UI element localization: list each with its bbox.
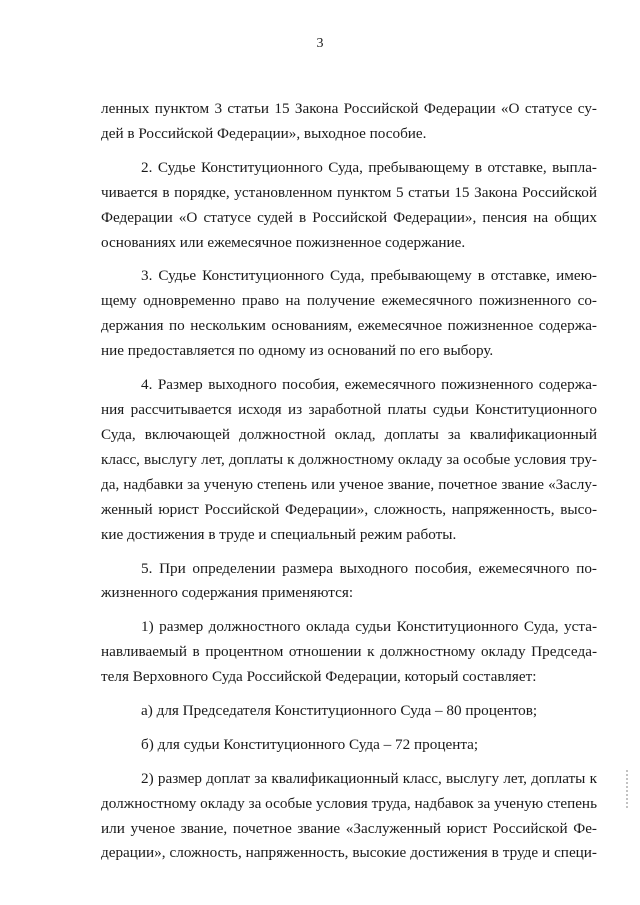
document-body xyxy=(101,97,597,866)
text-line: жизненного содержания применяются: xyxy=(101,584,354,602)
text-line: ленных пунктом 3 статьи 15 Закона Российской Федерации «О статусе су- xyxy=(101,100,597,117)
text-line: 4. Размер выходного пособия, ежемесячного пожизненного содержа- xyxy=(141,376,597,394)
text-line: Федерации «О статусе судей в Российской Федерации», пенсия на общих xyxy=(101,208,597,226)
text-line: теля Верховного Суда Российской Федерации, который составляет: xyxy=(101,668,537,686)
text-line: 3. Судье Конституционного Суда, пребывающему в отставке, имею- xyxy=(141,267,597,285)
text-line: 5. При определении размера выходного пособия, ежемесячного по- xyxy=(141,559,597,577)
text-line: основаниях или ежемесячное пожизненное содержание. xyxy=(101,233,466,251)
text-line: ния рассчитывается исходя из заработной платы судьи Конституционного xyxy=(101,400,597,418)
scan-edge-mark xyxy=(626,770,628,808)
page-number: 3 xyxy=(316,36,324,51)
text-line: держания по нескольким основаниям, ежемесячное пожизненное содержа- xyxy=(101,317,597,335)
paragraph xyxy=(101,615,597,690)
text-line: кие достижения в труде и специальный режим работы. xyxy=(101,525,457,543)
paragraph xyxy=(101,557,597,607)
text-line: ние предоставляется по одному из оснований по его выбору. xyxy=(101,342,494,360)
text-line: да, надбавки за ученую степень или ученое звание, почетное звание «Заслу- xyxy=(101,475,597,493)
text-line: дерации», сложность, напряженность, высокие достижения в труде и специ- xyxy=(101,844,597,862)
text-line: 2. Судье Конституционного Суда, пребывающему в отставке, выпла- xyxy=(141,158,597,176)
text-line: должностному окладу за особые условия труда, надбавок за ученую степень xyxy=(101,794,597,812)
paragraph xyxy=(101,699,597,724)
text-line: навливаемый в процентном отношении к должностному окладу Председа- xyxy=(101,643,597,661)
text-line: дей в Российской Федерации», выходное пособие. xyxy=(101,124,427,142)
paragraph xyxy=(101,733,597,758)
text-line: чивается в порядке, установленном пунктом 5 статьи 15 Закона Российской xyxy=(101,183,597,201)
text-line: а) для Председателя Конституционного Суда – 80 процентов; xyxy=(141,701,538,719)
text-line: женный юрист Российской Федерации», сложность, напряженность, высо- xyxy=(101,500,597,518)
paragraph xyxy=(101,156,597,256)
text-line: 1) размер должностного оклада судьи Конституционного Суда, уста- xyxy=(141,618,597,636)
paragraph xyxy=(101,767,597,867)
text-line: класс, выслугу лет, доплаты к должностному окладу за особые условия тру- xyxy=(101,450,597,468)
text-line: 2) размер доплат за квалификационный класс, выслугу лет, доплаты к xyxy=(141,769,597,787)
text-line: Суда, включающей должностной оклад, доплаты за квалификационный xyxy=(101,425,597,443)
text-line: щему одновременно право на получение ежемесячного пожизненного со- xyxy=(101,292,597,310)
paragraph xyxy=(101,264,597,364)
paragraph xyxy=(101,373,597,548)
text-line: б) для судьи Конституционного Суда – 72 процента; xyxy=(141,735,479,753)
paragraph xyxy=(101,97,597,147)
text-line: или ученое звание, почетное звание «Заслуженный юрист Российской Фе- xyxy=(101,819,597,837)
